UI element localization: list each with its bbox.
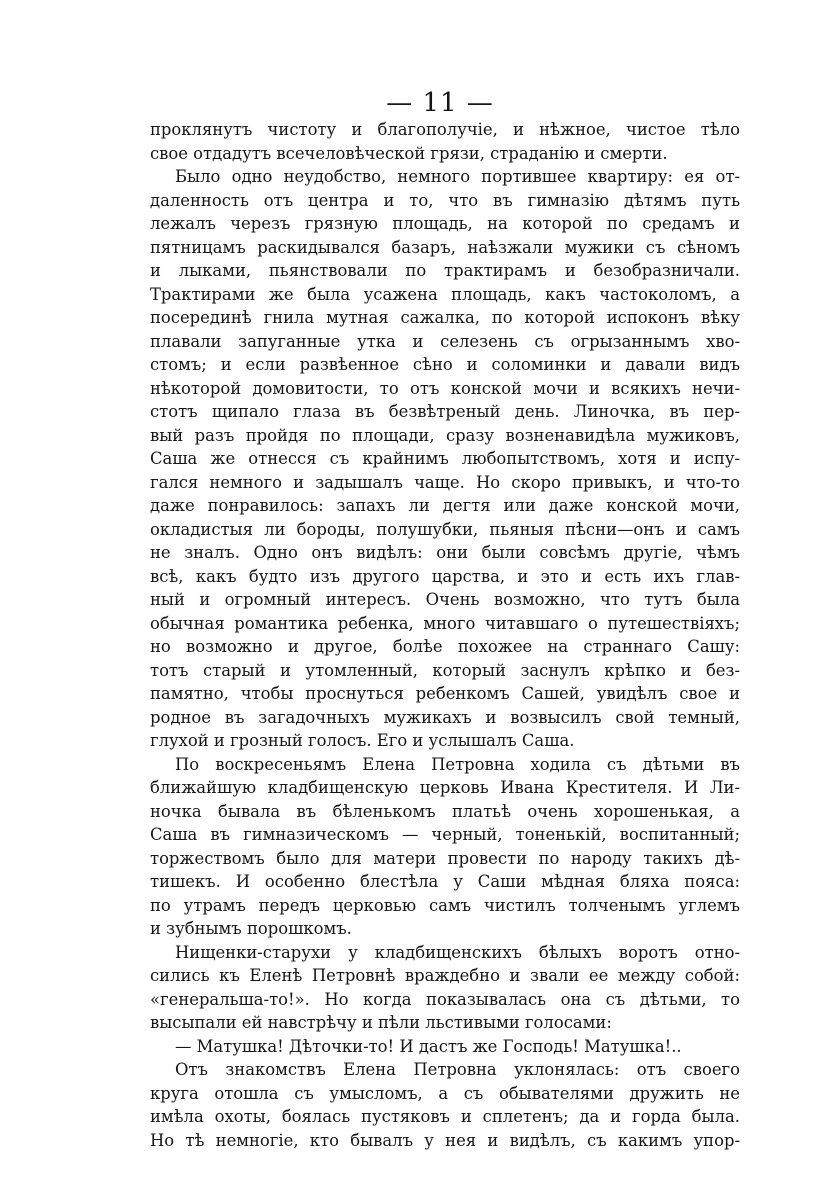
text-line: памятно, чтобы проснуться ребенкомъ Сашей, увидѣлъ свое и xyxy=(150,684,740,703)
text-line: ный и огромный интересъ. Очень возможно, что тутъ была xyxy=(150,590,740,609)
text-line: глухой и грозный голосъ. Его и услышалъ Саша. xyxy=(150,731,575,750)
text-line: Трактирами же была усажена площадь, какъ частоколомъ, а xyxy=(150,284,740,304)
text-line: сились къ Еленѣ Петровнѣ враждебно и звали ее между собой: xyxy=(150,966,740,985)
text-line: «генеральша-то!». Но когда показывалась она съ дѣтьми, то xyxy=(150,989,740,1009)
text-line: пятницамъ раскидывался базаръ, наѣзжали мужики съ сѣномъ xyxy=(150,237,740,257)
text-line: и лыками, пьянствовали по трактирамъ и безобразничали. xyxy=(150,261,740,280)
text-line: тишекъ. И особенно блестѣла у Саши мѣдная бляха пояса: xyxy=(150,872,740,891)
text-line: лежалъ черезъ грязную площадь, на которой по средамъ и xyxy=(150,214,740,233)
text-line: Было одно неудобство, немного портившее квартиру: ея от- xyxy=(175,167,740,186)
text-line: ближайшую кладбищенскую церковь Ивана Крестителя. И Ли- xyxy=(150,778,740,797)
text-line: даже понравилось: запахъ ли дегтя или даже конской мочи, xyxy=(150,496,740,515)
text-line: по утрамъ передъ церковью самъ чистилъ толченымъ углемъ xyxy=(150,895,740,915)
text-line: — Матушка! Дѣточки-то! И дастъ же Господь! Матушка!.. xyxy=(175,1036,682,1056)
text-line: нѣкоторой домовитости, то отъ конской мочи и всякихъ нечи- xyxy=(150,378,740,398)
text-line: тотъ старый и утомленный, который заснулъ крѣпко и без- xyxy=(150,660,740,680)
text-line: свое отдадутъ всечеловѣческой грязи, страданію и смерти. xyxy=(150,143,668,163)
text-line: круга отошла съ умысломъ, а съ обывателями дружить не xyxy=(150,1083,740,1103)
text-line: гался немного и задышалъ чаще. Но скоро привыкъ, и что-то xyxy=(150,472,740,492)
text-line: имѣла охоты, боялась пустяковъ и сплетенъ; да и горда была. xyxy=(150,1107,740,1126)
text-line: проклянутъ чистоту и благополучіе, и нѣжное, чистое тѣло xyxy=(150,120,740,139)
text-line: но возможно и другое, болѣе похожее на страннаго Сашу: xyxy=(150,637,740,656)
text-line: вый разъ пройдя по площади, сразу возненавидѣла мужиковъ, xyxy=(150,425,740,445)
text-line: не зналъ. Одно онъ видѣлъ: они были совсѣмъ другіе, чѣмъ xyxy=(150,543,740,562)
text-line: Саша въ гимназическомъ — черный, тоненькій, воспитанный; xyxy=(150,825,740,844)
text-line: высыпали ей навстрѣчу и пѣли льстивыми голосами: xyxy=(150,1013,612,1032)
text-line: стомъ; и если развѣенное сѣно и соломинки и давали видъ xyxy=(150,355,740,374)
text-line: плавали запуганные утка и селезень съ огрызаннымъ хво- xyxy=(150,331,740,351)
text-line: Но тѣ немногіе, кто бывалъ у нея и видѣлъ, съ какимъ упор- xyxy=(150,1130,740,1150)
text-line: всѣ, какъ будто изъ другого царства, и это и есть ихъ глав- xyxy=(150,566,740,586)
text-line: Отъ знакомствъ Елена Петровна уклонялась: отъ своего xyxy=(175,1060,740,1079)
page-number: — 11 — xyxy=(386,88,494,118)
body-text xyxy=(150,118,740,1152)
text-line: Нищенки-старухи у кладбищенскихъ бѣлыхъ воротъ отно- xyxy=(175,942,740,962)
text-line: окладистыя ли бороды, полушубки, пьяныя пѣсни—онъ и самъ xyxy=(150,519,740,539)
text-line: стотъ щипало глаза въ безвѣтреный день. Линочка, въ пер- xyxy=(150,402,740,421)
text-line: Саша же отнесся съ крайнимъ любопытствомъ, хотя и испу- xyxy=(150,449,740,468)
text-line: торжествомъ было для матери провести по народу такихъ дѣ- xyxy=(150,848,740,868)
text-line: посерединѣ гнила мутная сажалка, по которой испоконъ вѣку xyxy=(150,308,740,327)
text-line: обычная романтика ребенка, много читавшаго о путешествіяхъ; xyxy=(150,613,740,633)
text-line: родное въ загадочныхъ мужикахъ и возвысилъ свой темный, xyxy=(150,707,740,727)
text-line: даленность отъ центра и то, что въ гимназію дѣтямъ путь xyxy=(150,190,740,210)
text-line: и зубнымъ порошкомъ. xyxy=(150,919,352,938)
text-line: По воскресеньямъ Елена Петровна ходила съ дѣтьми въ xyxy=(175,754,740,774)
text-line: ночка бывала въ бѣленькомъ платьѣ очень хорошенькая, а xyxy=(150,801,740,821)
